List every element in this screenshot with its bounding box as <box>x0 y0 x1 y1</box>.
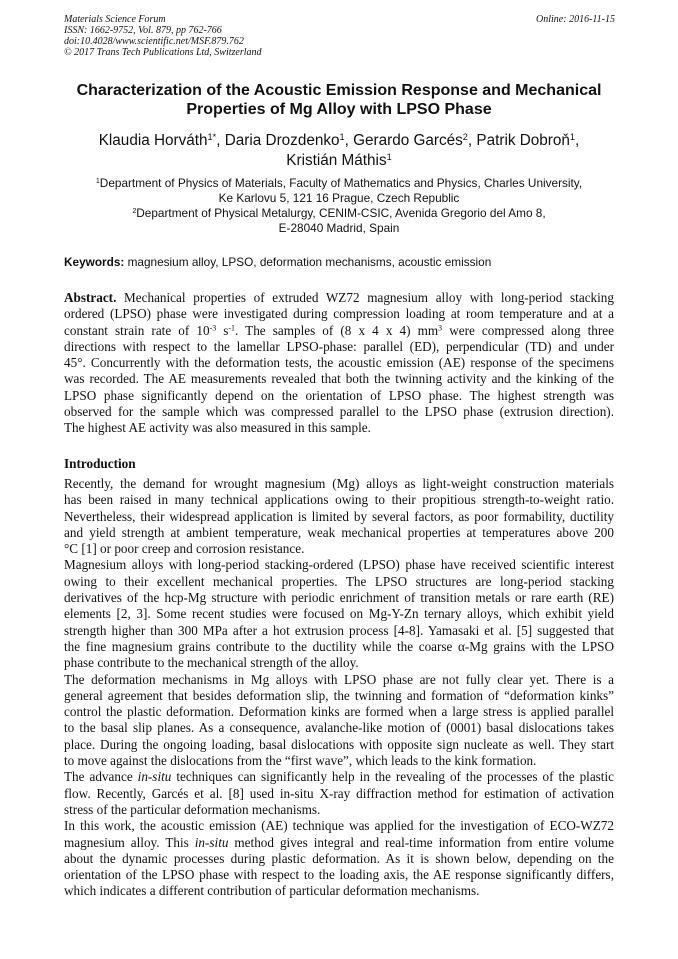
title-line: Properties of Mg Alloy with LPSO Phase <box>186 101 492 118</box>
journal-name: Materials Science Forum <box>64 14 166 25</box>
text-line: general agreement that besides deformation slip, the twinning and formation of “deformation kinks” <box>64 687 614 703</box>
affiliations <box>40 176 638 236</box>
affiliation-line: $^1$Department of Physics of Materials, Faculty of Mathematics and Physics, Charles University, <box>95 176 583 190</box>
text-line: °C [1] or poor creep and corrosion resistance. <box>64 541 305 557</box>
author-list <box>40 131 638 170</box>
paragraph <box>64 476 614 557</box>
text-line: stress of the particular deformation mechanisms. <box>64 801 321 817</box>
text-line: was recorded. The AE measurements revealed that both the twinning activity and the kinking of the <box>64 371 614 387</box>
text-line: Nevertheless, their widespread application is limited by several factors, as poor formability, ductility <box>64 508 614 524</box>
author: Kristián Máthis$^1$ <box>286 151 392 169</box>
paper-title <box>40 81 638 119</box>
text-line: The advance in-situ techniques can significantly help in the revealing of the processes of the plastic <box>64 769 614 785</box>
paragraph <box>64 557 614 671</box>
text-line: constant strain rate of $10^{-3}$ $s^{-1}$. The samples of (8 x 4 x 4) $mm^3$ were compressed along three <box>64 322 614 338</box>
paragraph <box>64 818 614 899</box>
author: Daria Drozdenko$^1$, <box>224 131 354 149</box>
text-line: orientation of the LPSO phase with respect to the loading axis, the AE response significantly differs, <box>64 867 614 883</box>
keywords-text: magnesium alloy, LPSO, deformation mechanisms, acoustic emission <box>124 255 492 269</box>
text-line: has been raised in many technical applications owing to their propitious strength-to-weight ratio. <box>64 492 614 508</box>
text-line: to move against the dislocations from the “first wave”, which leads to the kink formation. <box>64 753 537 769</box>
doi: doi:10.4028/www.scientific.net/MSF.879.762 <box>64 36 244 47</box>
text-line: and yield strength at ambient temperature, weak mechanical properties at temperatures above 200 <box>64 524 614 540</box>
paragraph <box>64 672 614 770</box>
text-line: about the dynamic processes during plastic deformation. As it is shown below, depending on the <box>64 850 614 866</box>
text-line: In this work, the acoustic emission (AE) technique was applied for the investigation of ECO-WZ72 <box>64 818 614 834</box>
text-line: to the basal slip planes. As a consequence, avalanche-like motion of (0001) basal dislocations takes <box>64 720 614 736</box>
text-line: The highest AE activity was also measured in this sample. <box>64 420 371 436</box>
keywords-label: Keywords: <box>64 255 125 269</box>
text-line: flow. Recently, Garcés et al. [8] used in-situ X-ray diffraction method for estimation of activation <box>64 785 614 801</box>
text-line: directions with respect to the lamellar LPSO-phase: parallel (ED), perpendicular (TD) and under <box>64 338 614 354</box>
text-line: ordered (LPSO) phase were investigated during compression loading at room temperature and at a <box>64 306 614 322</box>
issn: ISSN: 1662-9752, Vol. 879, pp 762-766 <box>64 25 222 36</box>
text-line: Magnesium alloys with long-period stacking-ordered (LPSO) phase have received scientific interest <box>64 557 614 573</box>
publication-header <box>64 14 262 58</box>
text-line: elements [2, 3]. Some recent studies were focused on Mg-Y-Zn ternary alloys, which exhibit yield <box>64 606 614 622</box>
author: Gerardo Garcés$^2$, <box>353 131 477 149</box>
text-line: observed for the sample which was compressed parallel to the LPSO phase (extrusion direction). <box>64 404 614 420</box>
author: Klaudia Horváth$^{1*}$, <box>98 131 225 149</box>
text-line: magnesium alloy. This in-situ method gives integral and real-time information from entire volume <box>64 834 614 850</box>
introduction-body <box>64 476 614 900</box>
author: Patrik Dobroň$^1$, <box>476 131 580 149</box>
text-line: place. During the ongoing loading, basal dislocations with opposite sign nucleate as well. They start <box>64 736 614 752</box>
text-line: 45°. Concurrently with the deformation tests, the acoustic emission (AE) response of the specimens <box>64 355 614 371</box>
affiliation-line: E-28040 Madrid, Spain <box>278 221 400 235</box>
paragraph <box>64 769 614 818</box>
text-line: the fine magnesium grains contribute to the ductility while the coarse α-Mg grains with the LPSO <box>64 638 614 654</box>
abstract <box>64 290 614 437</box>
text-line: Recently, the demand for wrought magnesium (Mg) alloys as light-weight construction materials <box>64 476 614 491</box>
section-heading: Introduction <box>64 456 136 471</box>
text-line: phase contribute to the mechanical strength of the alloy. <box>64 655 359 671</box>
text-line: The deformation mechanisms in Mg alloys with LPSO phase are not fully clear yet. There is a <box>64 671 614 687</box>
text-line: which indicates a different contribution of particular deformation mechanisms. <box>64 883 480 899</box>
text-line: LPSO phase significantly depend on the orientation of LPSO phase. The highest strength was <box>64 387 614 403</box>
affiliation-line: $^2$Department of Physical Metalurgy, CENIM-CSIC, Avenida Gregorio del Amo 8, <box>132 206 546 220</box>
online-date: Online: 2016-11-15 <box>536 14 615 25</box>
title-line: Characterization of the Acoustic Emission Response and Mechanical <box>76 82 602 99</box>
text-line: Abstract. Mechanical properties of extruded WZ72 magnesium alloy with long-period stacking <box>64 290 614 305</box>
keywords <box>64 255 491 269</box>
text-line: derivatives of the hcp-Mg structure with periodic enrichment of transition metals or rare earth (RE) <box>64 590 614 606</box>
copyright: © 2017 Trans Tech Publications Ltd, Switzerland <box>64 47 262 58</box>
text-line: owing to their excellent mechanical properties. The LPSO structures are long-period stacking <box>64 573 614 589</box>
text-line: control the plastic deformation. Deformation kinks are formed when a large stress is applied parallel <box>64 704 614 720</box>
text-line: strength higher than 300 MPa after a hot extrusion process [4-8]. Yamasaki et al. [5] suggested that <box>64 622 614 638</box>
affiliation-line: Ke Karlovu 5, 121 16 Prague, Czech Republic <box>218 191 460 205</box>
paragraph <box>64 290 614 437</box>
